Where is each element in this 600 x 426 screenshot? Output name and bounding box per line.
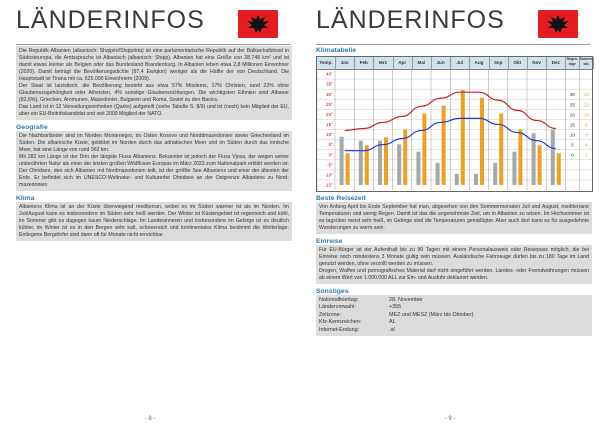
fact-row: Internet-Endung: .al <box>319 326 395 333</box>
y-tick-label: 35° <box>326 81 333 87</box>
y-tick-label: 30° <box>326 91 333 97</box>
header-cell: Jul <box>450 57 470 69</box>
header-cell: Mrz <box>373 57 393 69</box>
einreise-heading: Einreise <box>316 238 343 245</box>
climate-table <box>316 56 593 192</box>
header-cell: Nov <box>527 57 547 69</box>
y-tick-label: -15° <box>324 182 333 188</box>
y-tick-label: 25° <box>326 101 333 107</box>
sonnenstunden-bar <box>518 130 522 185</box>
sonnenstunden-bar <box>557 153 561 185</box>
left-page <box>8 0 292 426</box>
header-cell: Jun <box>431 57 451 69</box>
y-tick-label: -5° <box>327 162 333 168</box>
regentage-bar <box>340 137 344 185</box>
eagle-icon <box>545 13 571 35</box>
einreise-box <box>316 245 592 284</box>
sonnenstunden-scale-label: 14 <box>583 92 589 98</box>
sonnenstunden-scale-label: 2 <box>585 152 588 158</box>
fact-row: Nationalfeiertag: 28. November <box>319 297 423 303</box>
geografie-box <box>16 131 292 191</box>
geografie-text-1: Die Nachbarländer sind im Norden Montenegro, im Osten Kosovo und Norddmazedonien sowie Griechenland im Süden. Die albanische Küste, gebildet im Norden durch das adriatischen Meer und im Süden durch das ionische Meer, hat eine Länge von rund 362 km. <box>19 133 289 153</box>
regentage-scale-label: 15 <box>569 122 575 128</box>
title-rule <box>16 44 290 45</box>
page-number: - 8 - <box>144 416 156 422</box>
y-tick-label: 10° <box>326 132 333 138</box>
regentage-bar <box>397 144 401 185</box>
page-title: LÄNDERINFOS <box>316 6 505 34</box>
y-tick-label: 20° <box>326 111 333 117</box>
sonstiges-box <box>316 295 592 336</box>
regentage-scale-label: 0 <box>571 152 574 158</box>
y-tick-label: 5° <box>328 142 333 148</box>
reisezeit-box <box>316 202 592 234</box>
sonnenstunden-bar <box>442 106 446 185</box>
header-cell: Dez <box>546 57 566 69</box>
header-cell: Temp. <box>317 57 336 69</box>
sonnenstunden-bar <box>480 98 484 185</box>
regentage-bar <box>551 130 555 185</box>
intro-text: Die Republik Albanien (albanisch: Shqipëri/Shqipëria) ist eine parlamentarische Republik auf der Balkanhalbinsel in Südosteuropa, die Amtssprache ist Albanisch (albanisch: Shqip). Albanien hat eine Größe von 28.748 km² und ist damit etwas kleiner als Belgien oder das Bundesland Brandenburg. In Albanien leben etwa 2,8 Millionen Einwohner (2020). Damit beträgt die Bevölkerungsdichte (97,4 Ew/qkm) weniger als die Hälfte der von Deutschland. Die Hauptstadt ist Tirana mit ca. 625.000 Einwohnern (2009). <box>19 48 289 82</box>
regentage-bar <box>512 152 516 185</box>
klima-box <box>16 202 292 241</box>
sonnenstunden-bar <box>461 90 465 185</box>
regentage-bar <box>455 174 459 185</box>
einreise-text-1: Für EU-Bürger ist der Aufenthalt bis zu 90 Tagen mit einem Personalausweis oder Reisepass möglich, die bei Einreise noch mindestens 3 Monate gültig sein müssen. Ausländische Fahrzeuge dürfen bis zu 180 Tage im Land genutzt werden, ohne verzollt werden zu müssen. <box>319 247 589 267</box>
sonnenstunden-scale-label: 4 <box>585 142 588 148</box>
regentage-bar <box>474 174 478 185</box>
intro-text-2: Der Staat ist laizistisch, die Bevölkerung besteht aus etwa 57% Moslems, 17% Christen, rund 22% ohne Glaubenszugehörigkeit oder Atheisten, 4% sonstige Glaubensrichtungen. Die wichtigsten Ethnien sind Albaner (82,6%), Griechen, Aromunen, Mazedonier, Bulgaren und Roma, Soviel zu den Basics. <box>19 83 289 103</box>
eagle-icon <box>245 13 271 35</box>
sonnenstunden-scale-label: 8 <box>585 122 588 128</box>
header-cell: Aug <box>469 57 489 69</box>
y-tick-label: 15° <box>326 122 333 128</box>
regentage-bar <box>493 163 497 185</box>
regentage-scale-label: 10 <box>569 132 575 138</box>
klimatabelle-heading: Klimatabelle <box>316 47 357 54</box>
y-tick-label: 0° <box>328 152 333 158</box>
fact-row: Ländervorwahl: +355 <box>319 304 402 311</box>
klima-heading: Klima <box>16 195 35 202</box>
regentage-scale-label: 20 <box>569 112 575 118</box>
y-tick-label: 40° <box>326 71 333 77</box>
geografie-text-2: Mit 282 km Länge ist der Drin der längste Fluss Albaniens. Bekannter ist jedoch der Fluss Vjosa, der wegen seiner unberührten Natur als einer der letzten großen Wildflüsse Europas im März 2023 zum Nationalpark erklärt worden ist. Der Ohridsee, den sich Albanien mit Nordmazedonien teilt, ist der größte See Albaniens und einer der ältesten der Erde. Er befindet sich im UNESCO-Weltnatur- und Kulturerbe Ohridsee an der Ostgrenze Albaniens zu Nord-mazedonien. <box>19 154 289 188</box>
fact-row: Kfz-Kennzeichen: AL <box>319 319 396 326</box>
fact-row: Zeitzone: MEZ und MESZ (März bis Oktober) <box>319 311 474 318</box>
klima-text: Albaniens Klima ist an der Küste überwiegend mediterran, wobei es im Süden wärmer ist als im Norden. Im Juli/August kann es insbesondere im Süden sehr heiß werden. Der Winter ist Küstengebiet ist regenreich und kühl, im Sommer gibt es dagegen kaum Niederschläge. Im Landesinneren und insbesondere im Gebirge ist es deutlich kühler, im Winter ist es in den Bergen sehr kalt, schneereich und kontinentales Klima bestimmt die Wetterlage. Entlegene Bergdörfer sind dann oft für Monate nicht erreichbar. <box>19 204 289 238</box>
intro-box <box>16 46 292 120</box>
einreise-text-2: Drogen, Waffen und pornografisches Material darf nicht eingeführt werden. Landes- oder Fremdwährungen müssen ab einem Wert von 1.000.000 ALL zur Ein- und Ausfuhr deklariert werden. <box>319 268 589 281</box>
sonnenstunden-scale-label: 10 <box>583 112 589 118</box>
geografie-heading: Geografie <box>16 124 48 131</box>
sonstiges-heading: Sonstiges <box>316 288 349 295</box>
regentage-scale-label: 30 <box>569 92 575 98</box>
reisezeit-heading: Beste Reisezeit <box>316 195 366 202</box>
regentage-bar <box>359 141 363 185</box>
header-cell: Apr <box>393 57 413 69</box>
albania-flag <box>238 10 278 38</box>
sonnenstunden-bar <box>422 114 426 185</box>
regentage-bar <box>436 163 440 185</box>
sonnenstunden-bar <box>346 153 350 185</box>
page-number: - 9 - <box>444 416 456 422</box>
sonnenstunden-bar <box>538 145 542 185</box>
y-tick-label: -10° <box>324 172 333 178</box>
page-title: LÄNDERINFOS <box>16 6 205 34</box>
regentage-bar <box>378 141 382 185</box>
sonnenstunden-bar <box>365 145 369 185</box>
sonnenstunden-scale-label: 6 <box>585 132 588 138</box>
reisezeit-text: Von Anfang April bis Ende September hat man, abgesehen von den Sommermonaten Juli und August, mediterrane Temperaturen und wenig Regen. Damit ist das die angenehmste Zeit, um in Albanien zu reisen. Im Hochsommer ist es tagsüber meist sehr heiß, im Gebirge sind die Temperaturen gemäßigter. Aber auch dort kann es für ausgedehnte Wanderungen zu warm sein. <box>319 204 589 231</box>
header-cell: Sonnen-std. <box>579 57 594 69</box>
sonnenstunden-scale-label: 12 <box>583 102 589 108</box>
regentage-bar <box>416 152 420 185</box>
header-cell: Feb <box>354 57 374 69</box>
title-rule <box>316 44 590 45</box>
regentage-scale-label: 5 <box>571 142 574 148</box>
albania-flag <box>538 10 578 38</box>
header-cell: Mai <box>412 57 432 69</box>
right-page <box>308 0 592 426</box>
header-cell: Regen-tage <box>565 57 580 69</box>
climate-chart <box>317 69 592 190</box>
header-cell: Jan <box>335 57 355 69</box>
header-cell: Okt <box>508 57 528 69</box>
regentage-scale-label: 25 <box>569 102 575 108</box>
header-cell: Sep <box>489 57 509 69</box>
intro-text-3: Das Land ist in 12 Verwaltungseinheiten (Qarke) aufgeteilt (siehe Tabelle S. 8/9) und ist (noch) kein Mitglied der EU, aber ein EU-Beitrittskandidat und seit 2009 Mitglied der NATO. <box>19 104 289 117</box>
